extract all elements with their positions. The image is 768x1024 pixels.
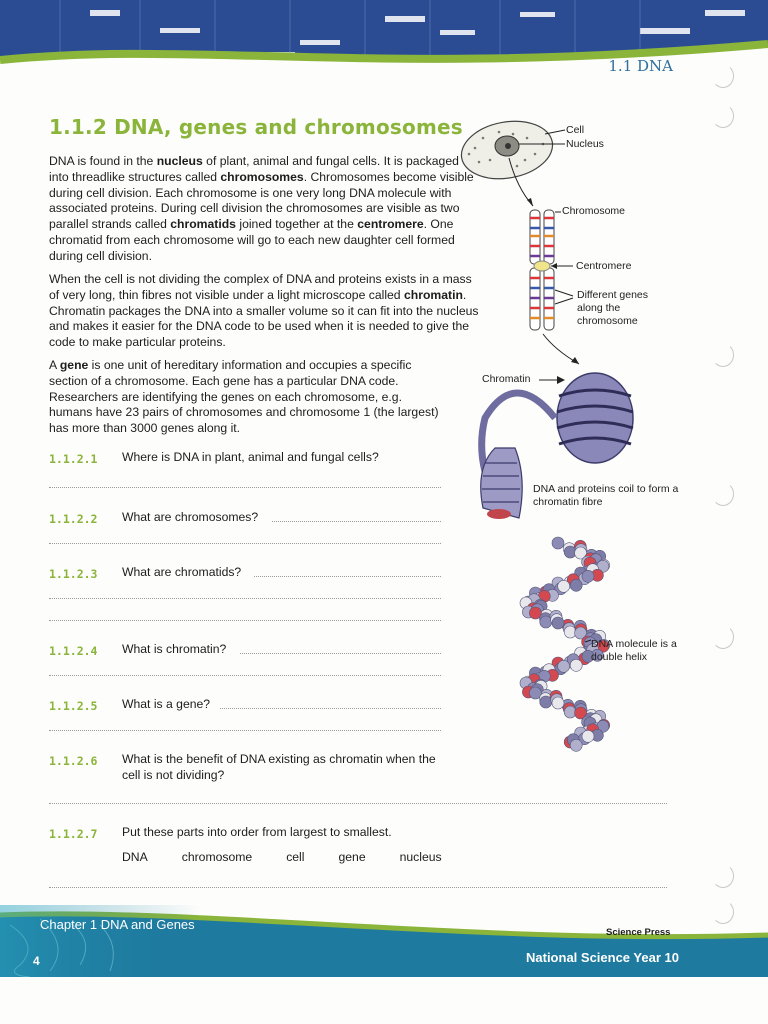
helix-atom [570, 739, 582, 751]
helix-atom [558, 580, 570, 592]
order-word: cell [286, 850, 305, 864]
answer-line[interactable] [49, 887, 667, 888]
order-word-list [122, 850, 476, 866]
paragraph-chromatin: When the cell is not dividing the complex of DNA and proteins exists in a mass of very long, thin fibres not visible under a light microscope called chromatin. Chromatin packages the DNA into a smaller volume so it can fit into the nucleus and makes it easier for the DNA code to be used when it is needed to give the code to make particular proteins. [49, 272, 479, 350]
question-number: 1.1.2.7 [49, 827, 98, 841]
bold-term: nucleus [156, 154, 203, 168]
binder-hole [712, 625, 734, 649]
helix-atom [582, 730, 594, 742]
helix-atom [552, 617, 564, 629]
question-number: 1.1.2.6 [49, 754, 98, 768]
binder-hole [712, 64, 734, 88]
paragraph-gene: A gene is one unit of hereditary information and occupies a specific section of a chromosome. Each gene has a particular DNA code. Researchers are identifying the genes on each chromosome, e.g. humans have 23 pairs of chromosomes and chromosome 1 (the largest) has more than 3000 genes along it. [49, 358, 439, 436]
answer-line[interactable] [220, 708, 441, 709]
bold-term: gene [59, 358, 89, 372]
helix-atom [540, 696, 552, 708]
label-chromatin-fibre: DNA and proteins coil to form a chromatin fibre [533, 483, 679, 508]
bold-term: centromere [357, 217, 424, 232]
answer-line[interactable] [240, 653, 441, 654]
order-word: nucleus [399, 850, 442, 864]
answer-line[interactable] [254, 576, 441, 577]
label-cell: Cell [566, 124, 585, 136]
label-chromatin: Chromatin [482, 373, 531, 385]
cell-illustration [457, 118, 557, 186]
binder-hole [712, 482, 734, 506]
page-title: 1.1.2 DNA, genes and chromosomes [49, 115, 463, 139]
question-number: 1.1.2.5 [49, 699, 98, 713]
label-chromosome: Chromosome [562, 205, 626, 217]
answer-line[interactable] [49, 803, 667, 804]
helix-atom [552, 697, 564, 709]
answer-line[interactable] [49, 675, 441, 676]
answer-line[interactable] [49, 543, 441, 544]
footer-banner [0, 905, 768, 977]
paragraph-nucleus: DNA is found in the nucleus of plant, animal and fungal cells. It is packaged into threadlike structures called chromosomes. Chromosomes become visible during cell division. Each chromosome is one very long DNA molecule with associated proteins. During cell division the chromosomes are visible as two parallel strands called chromatids joined together at the centromere. One chromatid from each chromosome will go to each new daughter cell formed during cell division. [49, 154, 474, 263]
answer-line[interactable] [49, 730, 441, 731]
publisher-name: Science Press [606, 927, 671, 938]
question-number: 1.1.2.4 [49, 644, 98, 658]
question-number: 1.1.2.3 [49, 567, 98, 581]
bold-term: chromosomes [220, 169, 304, 184]
order-word: chromosome [181, 850, 253, 864]
helix-atom [540, 616, 552, 628]
order-word: gene [338, 850, 366, 864]
chromosome-illustration [530, 210, 554, 330]
answer-line[interactable] [272, 521, 441, 522]
bold-term: chromatin [403, 287, 463, 302]
label-double-helix: DNA molecule is a double helix [591, 638, 677, 663]
section-tag: 1.1 DNA [608, 57, 673, 75]
footer-chapter-title: Chapter 1 DNA and Genes [40, 917, 195, 932]
helix-atom [570, 579, 582, 591]
question-text: What is a gene? [122, 697, 211, 711]
question-text: Put these parts into order from largest to smallest. [122, 825, 392, 839]
answer-line[interactable] [49, 620, 441, 621]
label-centromere: Centromere [576, 260, 632, 272]
question-text: What is chromatin? [122, 642, 227, 656]
question-number: 1.1.2.2 [49, 512, 98, 526]
helix-atom [570, 659, 582, 671]
bold-term: chromatids [170, 217, 236, 232]
helix-atom [552, 537, 564, 549]
binder-hole [712, 864, 734, 888]
order-word: DNA [122, 850, 148, 864]
question-number: 1.1.2.1 [49, 452, 98, 466]
helix-atom [558, 660, 570, 672]
answer-line[interactable] [49, 487, 441, 488]
binder-hole [712, 104, 734, 128]
helix-atom [582, 570, 594, 582]
question-text: What are chromatids? [122, 565, 242, 579]
answer-line[interactable] [49, 598, 441, 599]
question-text: What is the benefit of DNA existing as chromatin when the cell is not dividing? [122, 752, 436, 782]
label-nucleus: Nucleus [566, 138, 604, 150]
series-title: National Science Year 10 [526, 950, 679, 965]
binder-hole [712, 343, 734, 367]
question-text: Where is DNA in plant, animal and fungal cells? [122, 450, 379, 464]
page-number: 4 [33, 954, 40, 968]
question-text: What are chromosomes? [122, 510, 259, 524]
label-genes: Different genes along the chromosome [577, 289, 649, 327]
